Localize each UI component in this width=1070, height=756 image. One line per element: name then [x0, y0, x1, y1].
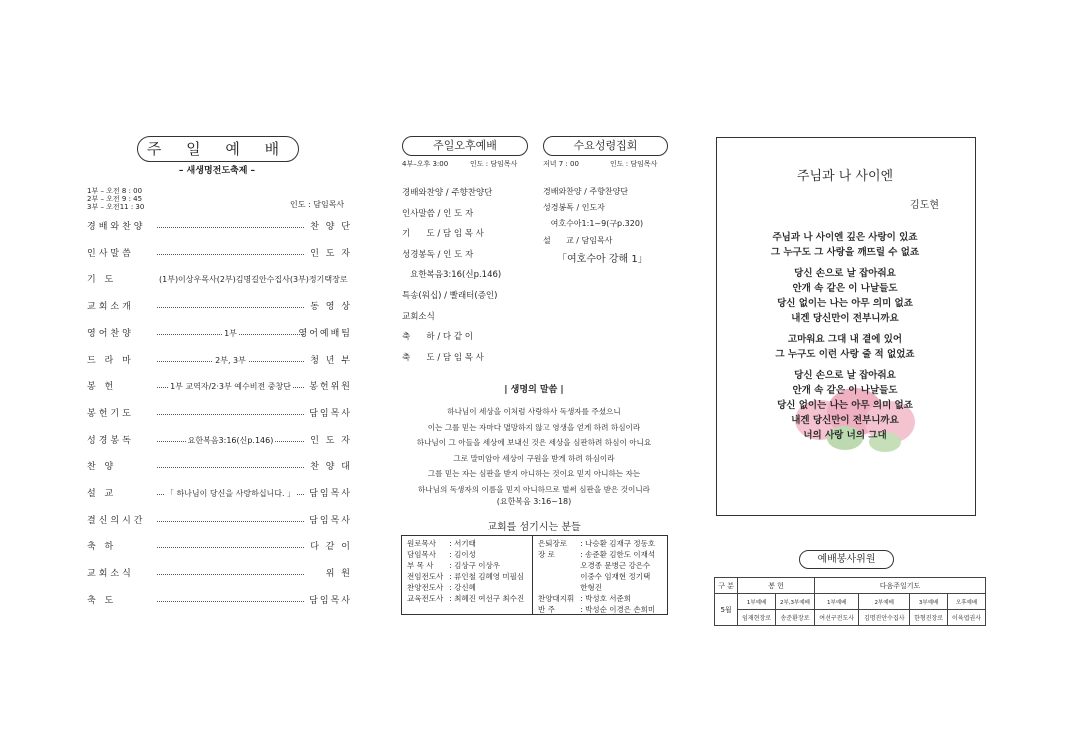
- poem-title: 주님과 나 사이엔: [796, 169, 894, 184]
- row-label: 경배와찬양: [87, 222, 146, 232]
- servants-left-table: [404, 538, 527, 604]
- afternoon-row: 인사말씀 / 인 도 자: [402, 208, 474, 219]
- row-label: 결신의시간: [87, 515, 146, 526]
- row-leader: 위 원: [325, 569, 352, 580]
- row-label: 봉 헌: [87, 382, 117, 393]
- th-offering: 봉 헌: [738, 578, 815, 594]
- afternoon-time: 4부–오후 3:00: [402, 160, 449, 168]
- sub-1: 1부예배: [738, 594, 776, 610]
- wednesday-row: 성경봉독 / 인도자: [543, 203, 605, 212]
- wednesday-row: 설 교 / 담임목사: [543, 236, 613, 245]
- row-leader-dots: [157, 254, 304, 255]
- poem-line: 안개 속 같은 이 나날들도: [792, 385, 898, 396]
- servant-row: [404, 571, 527, 582]
- service-volunteers-table: [714, 577, 986, 626]
- val-2: 송준환장로: [776, 610, 815, 626]
- row-label: 드 라 마: [87, 355, 134, 366]
- afternoon-row: 기 도 / 담 임 목 사: [402, 229, 484, 240]
- row-label: 봉헌기도: [87, 408, 134, 419]
- servant-row: [535, 593, 658, 604]
- time-1: 1부 – 오전 8 : 00: [87, 187, 143, 195]
- afternoon-row: 교회소식: [402, 311, 435, 322]
- row-leader: 담임목사: [309, 489, 352, 499]
- sunday-service-subtitle: – 새생명전도축제 –: [178, 166, 256, 176]
- service-row: [87, 407, 352, 421]
- servant-row: [404, 593, 527, 604]
- scripture-heading: | 생명의 말씀 |: [504, 385, 564, 395]
- servant-role: 원로목사: [407, 539, 436, 548]
- wednesday-time: 저녁 7 : 00: [543, 160, 579, 168]
- poem-line: 안개 속 같은 이 나날들도: [792, 283, 898, 294]
- servant-role: [535, 560, 577, 571]
- scripture-line: 이는 그를 믿는 자마다 멸망하지 않고 영생을 얻게 하려 하심이라: [427, 422, 641, 432]
- row-label: 인사말씀: [87, 248, 134, 259]
- scripture-line: 하나님의 독생자의 이름을 믿지 아니하므로 벌써 심판을 받은 것이니라: [417, 484, 651, 494]
- servant-row: [404, 560, 527, 571]
- row-label: 축 도: [87, 595, 117, 606]
- row-leader-dots: [157, 227, 304, 228]
- servant-row: [535, 571, 658, 582]
- row-leader: 찬 양 단: [310, 222, 352, 232]
- service-volunteers-title: 예배봉사위원: [799, 550, 894, 569]
- servant-names: 한형진: [580, 583, 602, 592]
- servant-row: [404, 538, 527, 549]
- service-row: [87, 300, 352, 314]
- service-row: [87, 327, 352, 341]
- poem-line: 당신 손으로 날 잡아줘요: [794, 268, 896, 279]
- afternoon-row: 성경봉독 / 인 도 자: [402, 249, 474, 260]
- val-6: 이육엽권사: [948, 610, 986, 626]
- service-row: [87, 594, 352, 608]
- service-row: [87, 514, 352, 528]
- val-1: 임재현장로: [738, 610, 776, 626]
- sub-6: 오후예배: [948, 594, 986, 610]
- servant-names: : 나승환 김재구 정동호: [580, 539, 656, 548]
- scripture-line: 하나님이 세상을 이처럼 사랑하사 독생자를 주셨으니: [447, 407, 621, 416]
- servant-row: [535, 560, 658, 571]
- servant-role: 부 목 사: [407, 561, 434, 570]
- servant-names: : 서기태: [449, 539, 476, 548]
- servant-role: 교육전도사: [407, 594, 444, 603]
- wednesday-row: 경배와찬양 / 주향찬양단: [543, 187, 629, 196]
- servant-role: 장 로: [538, 550, 555, 559]
- service-row: [87, 220, 352, 234]
- month-cell: 5월: [715, 594, 738, 626]
- poem-line: 너의 사랑 너의 그대: [803, 430, 887, 441]
- th-category: 구 분: [715, 578, 738, 594]
- service-times: [87, 187, 144, 211]
- servant-row: [535, 549, 658, 560]
- poem-stanza: [716, 332, 974, 362]
- row-leader: 동 영 상: [310, 302, 352, 313]
- servant-role: 전임전도사: [407, 572, 444, 581]
- servant-role: 찬양대지휘: [538, 594, 575, 603]
- afternoon-row: 요한복음3:16(신p.146): [402, 270, 502, 281]
- row-label: 교회소식: [87, 569, 134, 580]
- poem-author: 김도현: [910, 200, 939, 211]
- row-detail: 요한복음3:16(신p.146): [187, 435, 274, 445]
- afternoon-leader: 인도 : 담임목사: [470, 160, 518, 168]
- poem-line: 그 누구도 그 사랑을 깨뜨릴 수 없죠: [770, 247, 920, 258]
- servant-row: [535, 604, 658, 615]
- service-row: [87, 380, 352, 394]
- scripture-text: [396, 404, 672, 497]
- row-label: 성경봉독: [87, 435, 134, 446]
- row-leader-dots: [157, 547, 304, 548]
- servant-names: : 박성호 서준희: [580, 594, 631, 603]
- service-row: [87, 434, 352, 448]
- servant-names: : 강신혜: [449, 583, 476, 592]
- row-leader-dots: [157, 521, 304, 522]
- wednesday-row: 여호수아1:1~9(구p.320): [543, 219, 644, 228]
- val-3: 여선구전도사: [815, 610, 859, 626]
- poem-line: 주님과 나 사이엔 깊은 사랑이 있죠: [772, 232, 918, 243]
- sub-3: 1부예배: [815, 594, 859, 610]
- servant-names: : 송준환 김한도 이재석: [580, 550, 656, 559]
- servant-names: : 박성순 이경은 손희미: [580, 605, 656, 614]
- row-leader-dots: [157, 574, 304, 575]
- row-detail: 1부: [224, 328, 237, 338]
- scripture-line: 그를 믿는 자는 심판을 받지 아니하는 것이요 믿지 아니하는 자는: [427, 469, 641, 478]
- row-leader-dots: [157, 414, 304, 415]
- row-leader-dots: [157, 307, 304, 308]
- time-3: 3부 – 오전11 : 30: [87, 203, 145, 211]
- time-2: 2부 – 오전 9 : 45: [87, 195, 143, 203]
- val-4: 김명진안수집사: [859, 610, 910, 626]
- scripture-line: 하나님이 그 아들을 세상에 보내신 것은 세상을 심판하려 하심이 아니요: [416, 438, 652, 447]
- scripture-reference: (요한복음 3:16~18): [496, 497, 572, 506]
- row-label: 영어찬양: [87, 328, 134, 339]
- row-label: 교회소개: [87, 302, 134, 313]
- afternoon-row: 축 하 / 다 같 이: [402, 332, 473, 343]
- servant-role: [535, 582, 577, 593]
- row-detail: 「 하나님이 당신을 사랑하십니다. 」: [165, 489, 296, 498]
- service-row: [87, 487, 352, 501]
- service-row: [87, 354, 352, 368]
- poem-line: 고마워요 그대 내 곁에 있어: [787, 334, 903, 345]
- service-row: [87, 460, 352, 474]
- th-next-prayer: 다음주일기도: [815, 578, 986, 594]
- row-leader: 담임목사: [309, 595, 352, 606]
- wednesday-sermon: 「여호수아 강해 1」: [557, 254, 648, 265]
- poem-stanza: [716, 230, 974, 260]
- service-row: [87, 273, 352, 287]
- servant-names: : 류인철 김혜영 미필심: [449, 572, 525, 581]
- servant-names: : 김상구 이상우: [449, 561, 500, 570]
- row-leader: 담임목사: [309, 515, 352, 526]
- servant-names: 이중수 임재현 정기택: [580, 572, 651, 581]
- afternoon-row: 경배와찬양 / 주향찬양단: [402, 188, 493, 198]
- row-detail: 1부 교역자/2·3부 예수비전 중창단: [170, 382, 291, 392]
- row-leader: 봉헌위원: [309, 382, 352, 393]
- afternoon-row: 축 도 / 담 임 목 사: [402, 352, 484, 363]
- poem-line: 당신 없이는 나는 아무 의미 없죠: [777, 298, 913, 309]
- afternoon-service-title: 주일오후예배: [402, 136, 528, 156]
- service-row: [87, 567, 352, 581]
- sunday-service-title: 주 일 예 배: [137, 136, 299, 162]
- poem-line: 당신 손으로 날 잡아줘요: [794, 370, 896, 381]
- servants-title: 교회를 섬기시는 분들: [487, 522, 581, 533]
- val-5: 한형진장로: [910, 610, 948, 626]
- poem-line: 그 누구도 이런 사랑 줄 적 없었죠: [775, 349, 915, 360]
- poem-line: 내겐 당신만이 전부니까요: [791, 313, 899, 324]
- servant-names: : 최혜진 여선구 최수진: [449, 594, 525, 603]
- row-leader: 영어예배팀: [298, 328, 352, 339]
- sub-4: 2부예배: [859, 594, 910, 610]
- servants-box: [401, 535, 668, 615]
- servant-names: 오경종 문병근 강은수: [580, 561, 651, 570]
- row-leader-dots: [157, 467, 304, 468]
- sub-2: 2부,3부예배: [776, 594, 815, 610]
- row-detail: (1부)이상우목사(2부)김명길안수집사(3부)정기택장로: [159, 275, 348, 285]
- servant-row: [404, 549, 527, 560]
- wednesday-leader: 인도 : 담임목사: [610, 160, 658, 168]
- sub-5: 3부예배: [910, 594, 948, 610]
- row-leader: 찬 양 대: [310, 462, 352, 473]
- row-detail: 2부, 3부: [215, 355, 246, 365]
- servant-role: 반 주: [538, 605, 555, 614]
- servant-names: : 김이성: [449, 550, 476, 559]
- servant-role: [535, 571, 577, 582]
- row-leader: 다 같 이: [310, 542, 352, 553]
- poem-line: 내겐 당신만이 전부니까요: [791, 415, 899, 426]
- row-leader: 인 도 자: [310, 248, 352, 259]
- row-label: 축 하: [87, 542, 117, 553]
- servant-row: [404, 582, 527, 593]
- poem-line: 당신 없이는 나는 아무 의미 없죠: [777, 400, 913, 411]
- row-leader: 담임목사: [309, 408, 352, 419]
- servant-row: [535, 538, 658, 549]
- wednesday-service-title: 수요성령집회: [543, 136, 668, 156]
- service-row: [87, 540, 352, 554]
- servant-role: 담임목사: [407, 550, 436, 559]
- row-leader-dots: [157, 601, 304, 602]
- service-row: [87, 247, 352, 261]
- row-label: 찬 양: [87, 462, 117, 473]
- row-label: 설 교: [87, 489, 117, 499]
- row-leader: 인 도 자: [310, 435, 352, 446]
- servant-row: [535, 582, 658, 593]
- row-label: 기 도: [87, 275, 117, 286]
- servants-right-table: [535, 538, 658, 615]
- row-leader: 청 년 부: [310, 355, 352, 366]
- poem-body: [716, 230, 974, 449]
- times-leader: 인도 : 담임목사: [290, 200, 345, 209]
- poem-stanza: [716, 266, 974, 326]
- afternoon-row: 특송(워십) / 빨래터(증인): [402, 291, 498, 301]
- servant-role: 은퇴장로: [538, 539, 567, 548]
- poem-stanza: [716, 368, 974, 443]
- servant-role: 찬양전도사: [407, 583, 444, 592]
- scripture-line: 그로 말미암아 세상이 구원을 받게 하려 하심이라: [453, 453, 615, 463]
